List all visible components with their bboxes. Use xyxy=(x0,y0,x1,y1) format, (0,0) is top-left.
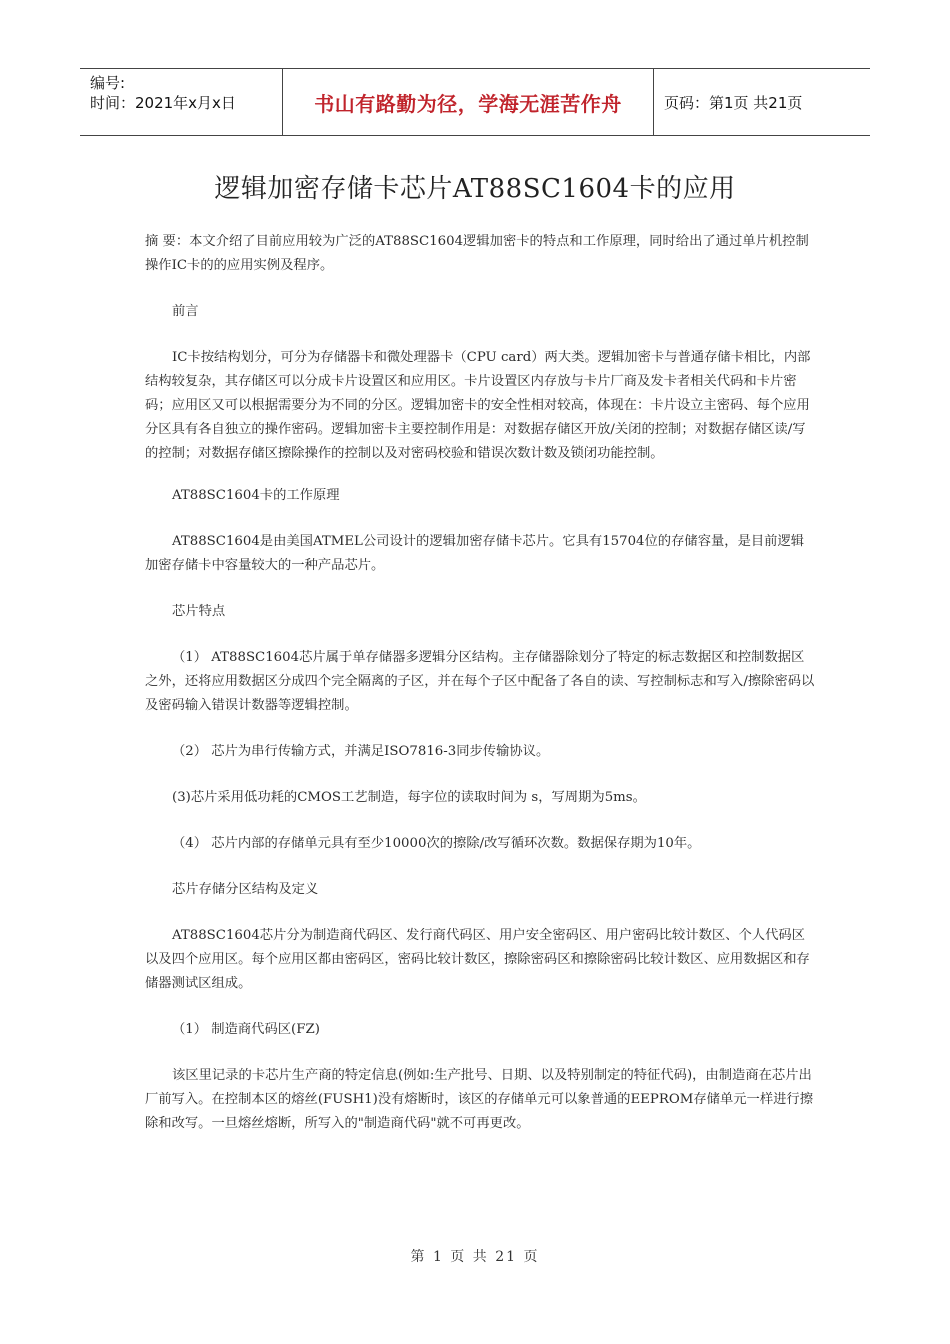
paragraph-intro: IC卡按结构划分，可分为存储器卡和微处理器卡（CPU card）两大类。逻辑加密卡与普通存储卡相比，内部结构较复杂，其存储区可以分成卡片设置区和应用区。卡片设置区内存放与卡片厂商及发卡者相关代码和卡片密码；应用区又可以根据需要分为不同的分区。逻辑加密卡的安全性相对较高，体现在：卡片设立主密码、每个应用分区具有各自独立的操作密码。逻辑加密卡主要控制作用是：对数据存储区开放/关闭的控制；对数据存储区读/写的控制；对数据存储区擦除操作的控制以及对密码校验和错误次数计数及锁闭功能控制。 xyxy=(145,350,811,461)
header-meta xyxy=(80,69,282,135)
section-heading-partition: 芯片存储分区结构及定义 xyxy=(172,882,319,897)
feature-item-2: （2） 芯片为串行传输方式，并满足ISO7816-3同步传输协议。 xyxy=(172,744,550,759)
subheading-fz: （1） 制造商代码区(FZ) xyxy=(172,1022,320,1037)
section-heading-features: 芯片特点 xyxy=(172,604,226,619)
section-heading-principle: AT88SC1604卡的工作原理 xyxy=(172,488,340,503)
document-title: 逻辑加密存储卡芯片AT88SC1604卡的应用 xyxy=(214,174,736,204)
number-label: 编号: xyxy=(90,74,126,92)
abstract: 摘 要：本文介绍了目前应用较为广泛的AT88SC1604逻辑加密卡的特点和工作原理，同时给出了通过单片机控制操作IC卡的的应用实例及程序。 xyxy=(145,234,809,273)
paragraph-fz: 该区里记录的卡芯片生产商的特定信息(例如:生产批号、日期、以及特别制定的特征代码)，由制造商在芯片出厂前写入。在控制本区的熔丝(FUSH1)没有熔断时，该区的存储单元可以象普通的EEPROM存储单元一样进行擦除和改写。一旦熔丝熔断，所写入的"制造商代码"就不可再更改。 xyxy=(145,1068,814,1131)
header-page-info: 页码：第1页 共21页 xyxy=(664,93,803,112)
paragraph-principle: AT88SC1604是由美国ATMEL公司设计的逻辑加密存储卡芯片。它具有15704位的存储容量，是目前逻辑加密存储卡中容量较大的一种产品芯片。 xyxy=(145,534,805,573)
section-heading-preface: 前言 xyxy=(172,304,199,319)
time-label: 时间：2021年x月x日 xyxy=(90,94,236,112)
paragraph-partition: AT88SC1604芯片分为制造商代码区、发行商代码区、用户安全密码区、用户密码比较计数区、个人代码区以及四个应用区。每个应用区都由密码区，密码比较计数区，擦除密码区和擦除密码比较计数区、应用数据区和存储器测试区组成。 xyxy=(145,928,810,991)
document-body xyxy=(145,230,817,1136)
feature-item-3: (3)芯片采用低功耗的CMOS工艺制造，每字位的读取时间为 s，写周期为5ms。 xyxy=(172,790,646,805)
feature-item-1: （1） AT88SC1604芯片属于单存储器多逻辑分区结构。主存储器除划分了特定的标志数据区和控制数据区之外，还将应用数据区分成四个完全隔离的子区，并在每个子区中配备了各自的读、写控制标志和写入/擦除密码以及密码输入错误计数器等逻辑控制。 xyxy=(145,650,815,713)
header-motto: 书山有路勤为径，学海无涯苦作舟 xyxy=(282,69,654,135)
feature-item-4: （4） 芯片内部的存储单元具有至少10000次的擦除/改写循环次数。数据保存期为10年。 xyxy=(172,836,701,851)
page-footer: 第 1 页 共 21 页 xyxy=(410,1249,540,1265)
document-header xyxy=(80,68,870,136)
